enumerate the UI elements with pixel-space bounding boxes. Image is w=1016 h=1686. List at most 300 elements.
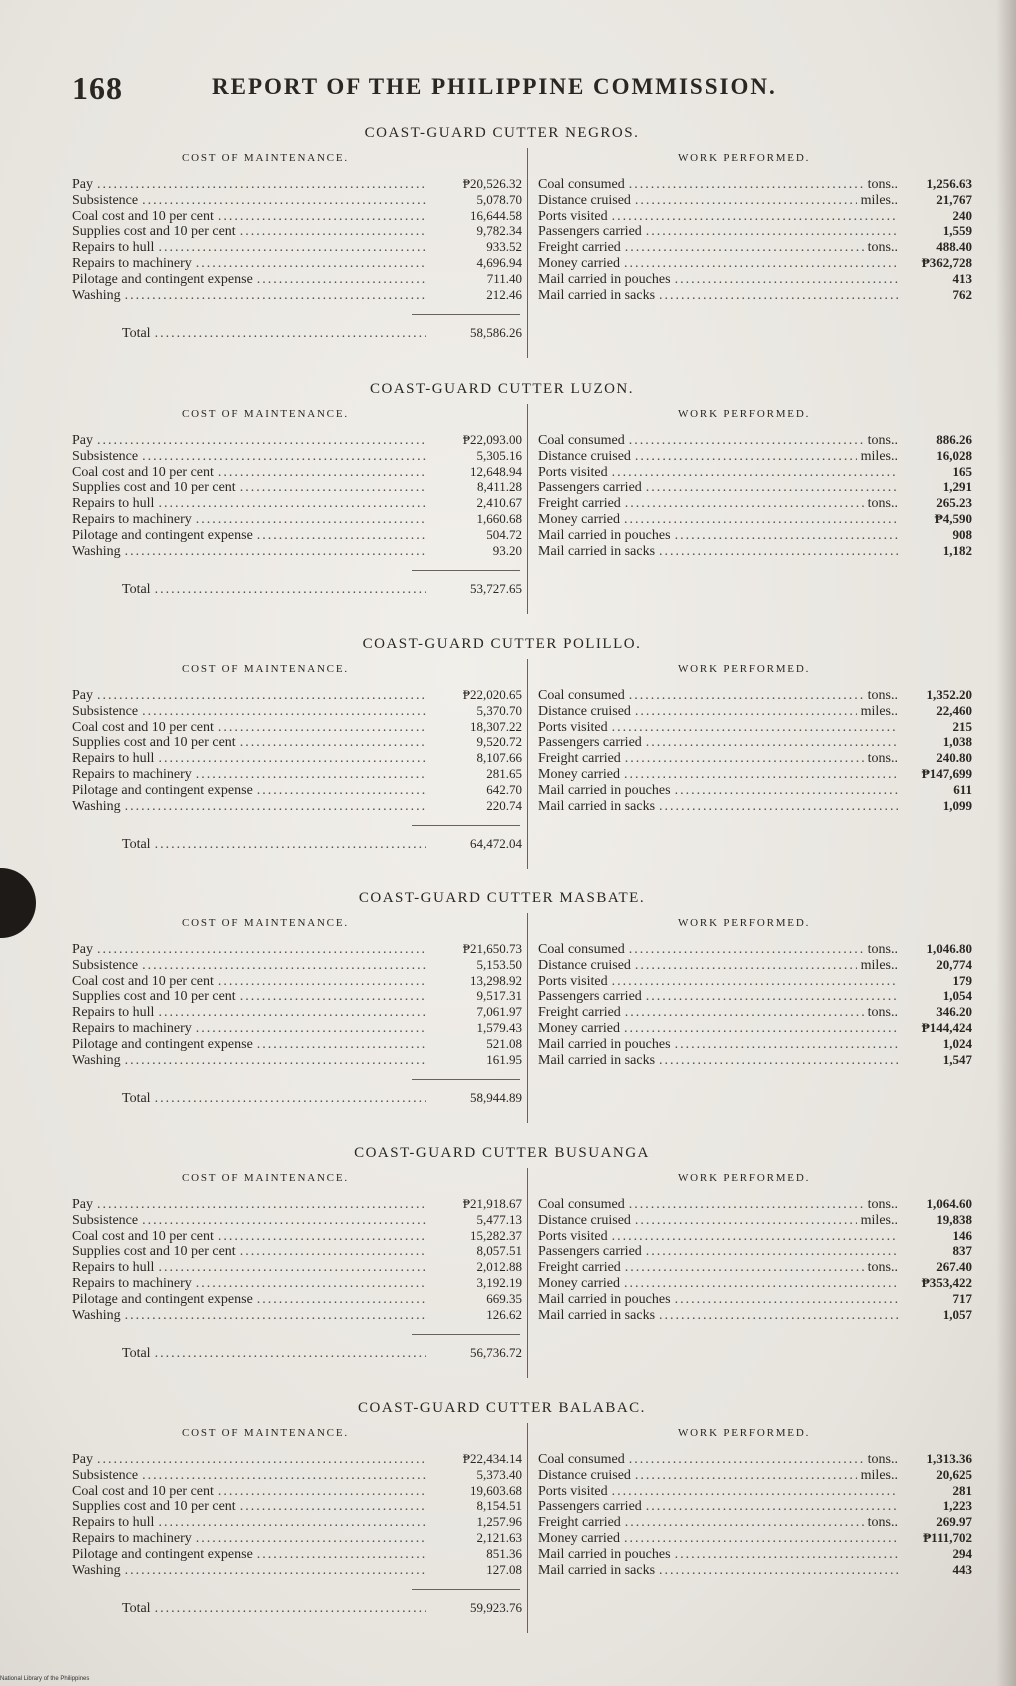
cost-header: COST OF MAINTENANCE.	[182, 1172, 349, 1184]
work-row	[538, 239, 972, 255]
dot-leader	[625, 240, 864, 256]
cost-value: 12,648.94	[470, 463, 522, 479]
cost-row	[72, 941, 522, 957]
cost-row	[72, 703, 522, 719]
dot-leader	[142, 1213, 426, 1229]
work-value: 1,313.36	[926, 1451, 972, 1466]
cost-value: ₱21,650.73	[462, 941, 522, 956]
cutter-title: COAST-GUARD CUTTER BALABAC.	[358, 1400, 646, 1416]
cost-row	[72, 988, 522, 1004]
work-row	[538, 1004, 972, 1020]
dot-leader	[196, 767, 426, 783]
dot-leader	[659, 1053, 898, 1069]
dot-leader	[635, 1213, 857, 1229]
work-row	[538, 782, 972, 798]
column-divider	[527, 1423, 528, 1633]
work-row	[538, 1451, 972, 1467]
dot-leader	[635, 449, 857, 465]
cutter-title: COAST-GUARD CUTTER LUZON.	[369, 381, 635, 397]
dot-leader	[142, 958, 426, 974]
work-label: Distance cruised	[538, 1467, 631, 1483]
dot-leader	[629, 177, 864, 193]
work-label: Freight carried	[538, 1515, 621, 1531]
work-value: 1,223	[942, 1498, 972, 1514]
cost-row	[72, 511, 522, 527]
cost-row	[72, 750, 522, 766]
work-value: 1,064.60	[926, 1196, 972, 1211]
dot-leader	[240, 989, 426, 1005]
dot-leader	[240, 480, 426, 496]
dot-leader	[624, 512, 898, 528]
cost-label: Subsistence	[72, 957, 139, 973]
work-row	[538, 1498, 972, 1514]
work-row	[538, 941, 972, 957]
cost-label: Supplies cost and 10 per cent	[72, 224, 236, 240]
work-value: 762	[952, 286, 972, 302]
cost-value: 8,107.66	[476, 750, 522, 766]
dot-leader	[612, 1229, 898, 1245]
cost-label: Repairs to machinery	[72, 766, 192, 782]
cost-row	[72, 798, 522, 814]
work-unit: tons..	[867, 1260, 898, 1276]
cost-label: Repairs to machinery	[72, 511, 192, 527]
cost-value: 5,477.13	[476, 1211, 522, 1227]
total-row	[72, 1599, 522, 1617]
work-label: Money carried	[538, 1020, 621, 1036]
cost-value: 13,298.92	[470, 972, 522, 988]
dot-leader	[624, 1276, 898, 1292]
work-label: Mail carried in pouches	[538, 271, 671, 287]
dot-leader	[196, 1021, 426, 1037]
work-unit: miles..	[860, 1467, 898, 1483]
cost-label: Repairs to hull	[72, 496, 155, 512]
work-value: 1,352.20	[926, 687, 972, 702]
cost-value: 212.46	[486, 286, 522, 302]
work-unit: miles..	[860, 448, 898, 464]
work-row	[538, 223, 972, 239]
cost-row	[72, 1498, 522, 1514]
cost-row	[72, 432, 522, 448]
work-label: Passengers carried	[538, 735, 642, 751]
cost-label: Coal cost and 10 per cent	[72, 973, 214, 989]
cost-value: 2,121.63	[476, 1529, 522, 1545]
work-label: Freight carried	[538, 751, 621, 767]
work-value: 1,057	[942, 1306, 972, 1322]
work-row	[538, 287, 972, 303]
dot-leader	[257, 1037, 426, 1053]
cost-row	[72, 687, 522, 703]
dot-leader	[646, 480, 898, 496]
work-label: Coal consumed	[538, 433, 625, 448]
work-unit: tons..	[867, 1005, 898, 1021]
work-value: 1,559	[942, 223, 972, 239]
work-row	[538, 973, 972, 989]
cost-row	[72, 1451, 522, 1467]
cost-header: COST OF MAINTENANCE.	[182, 152, 349, 164]
cost-row	[72, 719, 522, 735]
work-value: 22,460	[936, 702, 972, 718]
cost-row	[72, 1020, 522, 1036]
dot-leader	[625, 496, 864, 512]
work-row	[538, 479, 972, 495]
dot-leader	[196, 1531, 426, 1547]
dot-leader	[218, 1484, 426, 1500]
total-row	[72, 1344, 522, 1362]
cost-row	[72, 1514, 522, 1530]
work-value: 346.20	[936, 1004, 972, 1020]
cost-row	[72, 782, 522, 798]
work-label: Money carried	[538, 1275, 621, 1291]
dot-leader	[625, 1005, 864, 1021]
cost-label: Subsistence	[72, 192, 139, 208]
cost-row	[72, 1004, 522, 1020]
cost-label: Repairs to machinery	[72, 255, 192, 271]
work-label: Passengers carried	[538, 989, 642, 1005]
work-value: 1,054	[942, 988, 972, 1004]
cutter-columns	[72, 148, 972, 358]
cost-label: Pay	[72, 688, 93, 703]
dot-leader	[155, 1345, 426, 1363]
cost-value: 851.36	[486, 1545, 522, 1561]
work-label: Distance cruised	[538, 703, 631, 719]
dot-leader	[612, 1484, 898, 1500]
cost-value: 93.20	[492, 542, 522, 558]
total-row	[72, 324, 522, 342]
work-value: 1,024	[942, 1035, 972, 1051]
cost-value: 15,282.37	[470, 1227, 522, 1243]
work-unit: miles..	[860, 957, 898, 973]
cutter-section	[72, 887, 972, 1123]
total-rule	[412, 570, 520, 571]
dot-leader	[659, 544, 898, 560]
work-label: Coal consumed	[538, 1197, 625, 1212]
dot-leader	[240, 1244, 426, 1260]
column-divider	[527, 1168, 528, 1378]
cost-value: 161.95	[486, 1051, 522, 1067]
work-label: Ports visited	[538, 1228, 608, 1244]
cutter-section	[72, 378, 972, 614]
cost-label: Pilotage and contingent expense	[72, 782, 253, 798]
work-label: Mail carried in pouches	[538, 527, 671, 543]
cost-of-maintenance	[72, 1168, 522, 1362]
dot-leader	[646, 989, 898, 1005]
cost-row	[72, 223, 522, 239]
dot-leader	[125, 544, 426, 560]
work-row	[538, 1196, 972, 1212]
dot-leader	[625, 1515, 864, 1531]
work-value: ₱111,702	[923, 1529, 972, 1545]
cutter-section	[72, 633, 972, 869]
work-header: WORK PERFORMED.	[678, 1427, 811, 1439]
dot-leader	[158, 1515, 426, 1531]
cost-value: 19,603.68	[470, 1482, 522, 1498]
dot-leader	[125, 288, 426, 304]
dot-leader	[142, 1468, 426, 1484]
work-unit: tons..	[867, 688, 898, 703]
dot-leader	[635, 193, 857, 209]
work-label: Coal consumed	[538, 688, 625, 703]
cost-row	[72, 766, 522, 782]
dot-leader	[125, 1308, 426, 1324]
work-row	[538, 271, 972, 287]
work-value: 443	[952, 1561, 972, 1577]
cost-header: COST OF MAINTENANCE.	[182, 663, 349, 675]
dot-leader	[257, 783, 426, 799]
work-value: 269.97	[936, 1514, 972, 1530]
dot-leader	[624, 256, 898, 272]
total-value: 64,472.04	[470, 836, 522, 852]
dot-leader	[629, 1197, 864, 1213]
work-value: ₱4,590	[934, 510, 972, 526]
cost-value: ₱21,918.67	[462, 1196, 522, 1211]
work-label: Freight carried	[538, 496, 621, 512]
work-row	[538, 1291, 972, 1307]
dot-leader	[196, 512, 426, 528]
cost-label: Repairs to machinery	[72, 1275, 192, 1291]
total-rule	[412, 825, 520, 826]
dot-leader	[142, 449, 426, 465]
work-row	[538, 527, 972, 543]
work-row	[538, 176, 972, 192]
work-label: Mail carried in pouches	[538, 1036, 671, 1052]
work-unit: miles..	[860, 703, 898, 719]
work-row	[538, 1212, 972, 1228]
work-label: Money carried	[538, 255, 621, 271]
cost-row	[72, 192, 522, 208]
work-label: Mail carried in sacks	[538, 1052, 656, 1068]
cost-row	[72, 957, 522, 973]
total-row	[72, 835, 522, 853]
dot-leader	[612, 209, 898, 225]
work-value: 1,256.63	[926, 176, 972, 191]
cost-value: 642.70	[486, 781, 522, 797]
work-label: Mail carried in sacks	[538, 543, 656, 559]
dot-leader	[659, 1563, 898, 1579]
cost-row	[72, 543, 522, 559]
cost-row	[72, 1467, 522, 1483]
dot-leader	[218, 720, 426, 736]
cost-value: 5,370.70	[476, 702, 522, 718]
cost-row	[72, 1212, 522, 1228]
total-rule	[412, 1334, 520, 1335]
cost-value: 18,307.22	[470, 718, 522, 734]
work-value: 886.26	[936, 432, 972, 447]
dot-leader	[659, 288, 898, 304]
work-row	[538, 687, 972, 703]
work-label: Money carried	[538, 1530, 621, 1546]
cutter-columns	[72, 1168, 972, 1378]
work-value: 1,291	[942, 479, 972, 495]
cost-label: Pilotage and contingent expense	[72, 1036, 253, 1052]
work-row	[538, 448, 972, 464]
dot-leader	[659, 1308, 898, 1324]
cost-row	[72, 1052, 522, 1068]
work-unit: miles..	[860, 1212, 898, 1228]
cost-row	[72, 1275, 522, 1291]
work-value: ₱362,728	[921, 254, 972, 270]
work-row	[538, 511, 972, 527]
cost-row	[72, 734, 522, 750]
work-row	[538, 1228, 972, 1244]
cost-value: 5,153.50	[476, 956, 522, 972]
cost-value: 127.08	[486, 1561, 522, 1577]
cost-label: Pay	[72, 433, 93, 448]
dot-leader	[155, 325, 426, 343]
total-value: 59,923.76	[470, 1600, 522, 1616]
work-row	[538, 703, 972, 719]
work-label: Coal consumed	[538, 177, 625, 192]
cutter-section	[72, 1142, 972, 1378]
cost-of-maintenance	[72, 913, 522, 1107]
cost-value: 281.65	[486, 765, 522, 781]
work-label: Distance cruised	[538, 192, 631, 208]
cost-value: ₱20,526.32	[462, 176, 522, 191]
page-edge-shadow	[996, 0, 1016, 1686]
cost-value: 5,078.70	[476, 191, 522, 207]
dot-leader	[624, 1021, 898, 1037]
column-divider	[527, 913, 528, 1123]
work-header: WORK PERFORMED.	[678, 1172, 811, 1184]
work-value: 281	[952, 1482, 972, 1498]
work-label: Money carried	[538, 511, 621, 527]
cost-label: Pilotage and contingent expense	[72, 1546, 253, 1562]
dot-leader	[97, 688, 426, 704]
work-row	[538, 957, 972, 973]
cost-label: Supplies cost and 10 per cent	[72, 735, 236, 751]
dot-leader	[257, 528, 426, 544]
cost-label: Repairs to hull	[72, 240, 155, 256]
work-value: 1,547	[942, 1051, 972, 1067]
work-unit: tons..	[867, 1197, 898, 1212]
cost-label: Repairs to hull	[72, 1260, 155, 1276]
dot-leader	[158, 751, 426, 767]
work-row	[538, 464, 972, 480]
work-value: 215	[952, 718, 972, 734]
dot-leader	[240, 735, 426, 751]
work-unit: tons..	[867, 1452, 898, 1467]
work-performed	[538, 404, 972, 558]
cost-label: Pay	[72, 1197, 93, 1212]
work-unit: tons..	[867, 942, 898, 957]
cost-value: 4,696.94	[476, 254, 522, 270]
cost-value: 933.52	[486, 239, 522, 255]
cost-value: 7,061.97	[476, 1004, 522, 1020]
work-label: Ports visited	[538, 464, 608, 480]
dot-leader	[646, 735, 898, 751]
column-divider	[527, 404, 528, 614]
work-value: ₱353,422	[921, 1274, 972, 1290]
cost-row	[72, 1036, 522, 1052]
work-value: 413	[952, 270, 972, 286]
cost-label: Supplies cost and 10 per cent	[72, 480, 236, 496]
dot-leader	[629, 942, 864, 958]
cost-value: 1,660.68	[476, 510, 522, 526]
cost-label: Coal cost and 10 per cent	[72, 208, 214, 224]
dot-leader	[97, 1197, 426, 1213]
cutter-columns	[72, 913, 972, 1123]
work-performed	[538, 659, 972, 813]
work-row	[538, 543, 972, 559]
work-value: 265.23	[936, 495, 972, 511]
work-value: 1,038	[942, 734, 972, 750]
dot-leader	[155, 581, 426, 599]
work-value: 19,838	[936, 1211, 972, 1227]
cost-value: 1,579.43	[476, 1019, 522, 1035]
cost-row	[72, 255, 522, 271]
cost-label: Supplies cost and 10 per cent	[72, 1499, 236, 1515]
dot-leader	[155, 1090, 426, 1108]
total-rule	[412, 314, 520, 315]
dot-leader	[624, 767, 898, 783]
work-row	[538, 988, 972, 1004]
dot-leader	[675, 528, 898, 544]
scan-footer: National Library of the Philippines	[0, 1676, 90, 1682]
cutter-columns	[72, 404, 972, 614]
cost-value: 9,517.31	[476, 988, 522, 1004]
cutter-title: COAST-GUARD CUTTER NEGROS.	[364, 125, 640, 141]
dot-leader	[675, 783, 898, 799]
dot-leader	[158, 1005, 426, 1021]
cost-value: 669.35	[486, 1290, 522, 1306]
dot-leader	[142, 193, 426, 209]
total-rule	[412, 1079, 520, 1080]
work-value: 20,774	[936, 956, 972, 972]
cost-row	[72, 1546, 522, 1562]
work-label: Passengers carried	[538, 480, 642, 496]
work-value: 717	[952, 1290, 972, 1306]
work-row	[538, 1307, 972, 1323]
work-value: 1,182	[942, 542, 972, 558]
work-value: ₱147,699	[921, 765, 972, 781]
work-row	[538, 208, 972, 224]
cost-value: ₱22,020.65	[462, 687, 522, 702]
cost-label: Washing	[72, 1562, 121, 1578]
cost-value: 8,411.28	[476, 479, 522, 495]
dot-leader	[97, 1452, 426, 1468]
cost-row	[72, 448, 522, 464]
cost-value: 16,644.58	[470, 207, 522, 223]
dot-leader	[635, 1468, 857, 1484]
cost-value: 9,520.72	[476, 734, 522, 750]
dot-leader	[612, 974, 898, 990]
work-value: ₱144,424	[921, 1019, 972, 1035]
cost-row	[72, 208, 522, 224]
cutter-title: COAST-GUARD CUTTER POLILLO.	[362, 636, 642, 652]
dot-leader	[240, 224, 426, 240]
cost-value: 521.08	[486, 1035, 522, 1051]
work-header: WORK PERFORMED.	[678, 152, 811, 164]
total-label: Total	[122, 1091, 151, 1107]
cost-label: Repairs to hull	[72, 1515, 155, 1531]
dot-leader	[635, 958, 857, 974]
cost-label: Coal cost and 10 per cent	[72, 464, 214, 480]
cost-value: 9,782.34	[476, 223, 522, 239]
work-unit: tons..	[867, 240, 898, 256]
dot-leader	[97, 177, 426, 193]
work-value: 21,767	[936, 191, 972, 207]
total-value: 53,727.65	[470, 581, 522, 597]
dot-leader	[646, 1499, 898, 1515]
work-row	[538, 192, 972, 208]
work-label: Coal consumed	[538, 942, 625, 957]
dot-leader	[218, 1229, 426, 1245]
cost-row	[72, 239, 522, 255]
cost-row	[72, 1196, 522, 1212]
dot-leader	[629, 433, 864, 449]
work-label: Freight carried	[538, 1260, 621, 1276]
work-value: 165	[952, 463, 972, 479]
work-label: Mail carried in pouches	[538, 1291, 671, 1307]
